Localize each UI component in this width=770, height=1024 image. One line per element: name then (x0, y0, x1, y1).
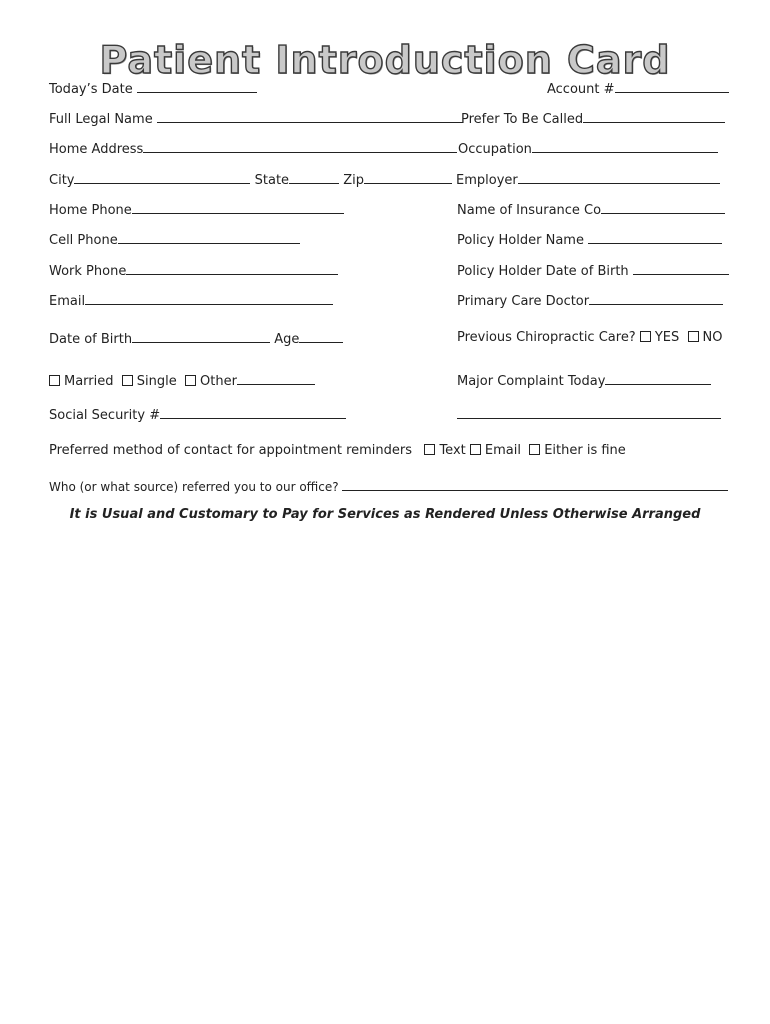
marital-status-row (49, 372, 315, 390)
dob-age-row (49, 330, 343, 348)
contact-pref-label: Preferred method of contact for appointment reminders (49, 443, 413, 458)
full-legal-name-label: Full Legal Name (49, 112, 153, 127)
other-checkbox[interactable] (185, 375, 196, 386)
payment-notice: It is Usual and Customary to Pay for Services as Rendered Unless Otherwise Arranged (69, 507, 701, 522)
todays-date-field[interactable] (137, 80, 257, 93)
city-state-zip-row (49, 171, 452, 189)
primary-care-doctor-label: Primary Care Doctor (457, 294, 590, 309)
referral-label: Who (or what source) referred you to our office? (49, 480, 339, 494)
prefer-to-be-called-label: Prefer To Be Called (461, 112, 584, 127)
prefer-to-be-called-field[interactable] (583, 110, 725, 123)
work-phone-row (49, 262, 338, 280)
text-checkbox[interactable] (424, 444, 435, 455)
occupation-field[interactable] (532, 140, 718, 153)
city-label: City (49, 173, 75, 188)
account-row (547, 80, 729, 98)
policy-holder-name-field[interactable] (588, 231, 722, 244)
occupation-label: Occupation (458, 142, 532, 157)
email-checkbox[interactable] (470, 444, 481, 455)
email-option-label: Email (484, 443, 521, 458)
dob-label: Date of Birth (49, 332, 133, 347)
cell-phone-label: Cell Phone (49, 233, 118, 248)
email-field[interactable] (85, 292, 333, 305)
either-checkbox[interactable] (529, 444, 540, 455)
age-label: Age (274, 332, 300, 347)
cell-phone-row (49, 231, 300, 249)
contact-preference-row (49, 443, 626, 459)
no-label: NO (702, 330, 723, 345)
full-legal-name-row (49, 110, 463, 128)
account-field[interactable] (615, 80, 729, 93)
married-label: Married (64, 374, 114, 389)
previous-chiro-row (457, 330, 723, 346)
yes-checkbox[interactable] (640, 331, 651, 342)
home-address-row (49, 140, 457, 158)
todays-date-row (49, 80, 257, 98)
previous-chiro-label: Previous Chiropractic Care? (457, 330, 636, 345)
text-option-label: Text (439, 443, 466, 458)
home-address-field[interactable] (143, 140, 457, 153)
account-label: Account # (547, 82, 615, 97)
single-label: Single (136, 374, 177, 389)
full-legal-name-field[interactable] (157, 110, 463, 123)
age-field[interactable] (299, 330, 343, 343)
work-phone-label: Work Phone (49, 264, 127, 279)
zip-field[interactable] (364, 171, 452, 184)
major-complaint-label: Major Complaint Today (457, 374, 606, 389)
major-complaint-continued-field[interactable] (457, 406, 721, 419)
major-complaint-field[interactable] (605, 372, 711, 385)
home-phone-row (49, 201, 344, 219)
employer-field[interactable] (518, 171, 720, 184)
social-security-field[interactable] (160, 406, 346, 419)
single-checkbox[interactable] (122, 375, 133, 386)
home-phone-field[interactable] (132, 201, 344, 214)
occupation-row (458, 140, 718, 158)
primary-care-doctor-row (457, 292, 723, 310)
page-title: Patient Introduction Card (99, 38, 671, 82)
email-row (49, 292, 333, 310)
zip-label: Zip (343, 173, 364, 188)
no-checkbox[interactable] (688, 331, 699, 342)
state-label: State (254, 173, 290, 188)
employer-label: Employer (456, 173, 518, 188)
policy-holder-dob-label: Policy Holder Date of Birth (457, 264, 629, 279)
insurance-co-field[interactable] (601, 201, 725, 214)
either-option-label: Either is fine (544, 443, 626, 458)
primary-care-doctor-field[interactable] (589, 292, 723, 305)
referral-row (49, 478, 728, 495)
work-phone-field[interactable] (126, 262, 338, 275)
city-field[interactable] (74, 171, 250, 184)
employer-row (456, 171, 720, 189)
state-field[interactable] (289, 171, 339, 184)
policy-holder-dob-row (457, 262, 729, 280)
policy-holder-dob-field[interactable] (633, 262, 729, 275)
prefer-to-be-called-row (461, 110, 725, 128)
other-label: Other (200, 374, 237, 389)
policy-holder-name-row (457, 231, 722, 249)
dob-field[interactable] (132, 330, 270, 343)
policy-holder-name-label: Policy Holder Name (457, 233, 584, 248)
social-security-label: Social Security # (49, 408, 161, 423)
social-security-row (49, 406, 346, 424)
major-complaint-row (457, 372, 711, 390)
email-label: Email (49, 294, 86, 309)
home-address-label: Home Address (49, 142, 144, 157)
home-phone-label: Home Phone (49, 203, 132, 218)
insurance-co-row (457, 201, 725, 219)
referral-field[interactable] (342, 478, 728, 491)
other-field[interactable] (237, 372, 315, 385)
todays-date-label: Today’s Date (49, 82, 133, 97)
cell-phone-field[interactable] (118, 231, 300, 244)
major-complaint-continued-row (457, 406, 721, 424)
yes-label: YES (654, 330, 680, 345)
insurance-co-label: Name of Insurance Co (457, 203, 602, 218)
married-checkbox[interactable] (49, 375, 60, 386)
